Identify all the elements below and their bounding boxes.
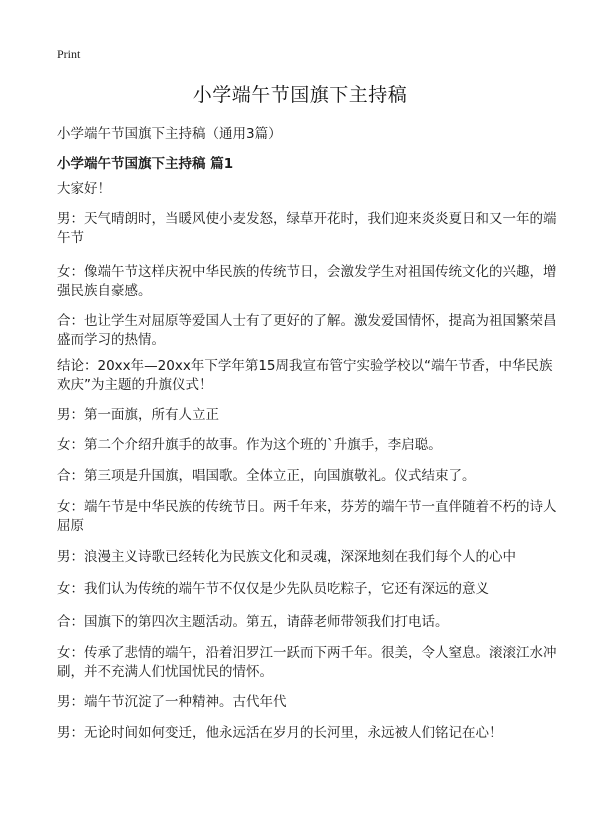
paragraph: 女：第二个介绍升旗手的故事。作为这个班的`升旗手，李启聪。 xyxy=(57,437,442,453)
paragraph: 女：像端午节这样庆祝中华民族的传统节日，会激发学生对祖国传统文化的兴趣，增强民族自豪感。 xyxy=(57,264,557,299)
paragraph: 合：国旗下的第四次主题活动。第五，请薛老师带领我们打电话。 xyxy=(57,614,449,630)
paragraph: 男：无论时间如何变迁，他永远活在岁月的长河里，永远被人们铭记在心！ xyxy=(57,725,503,741)
paragraph: 男：天气晴朗时，当暖风使小麦发怒，绿草开花时，我们迎来炎炎夏日和又一年的端午节 xyxy=(57,211,557,246)
paragraph: 女：传承了悲情的端午，沿着汨罗江一跃而下两千年。很美，令人窒息。滚滚江水冲刷，并不充满人们忧国忧民的情怀。 xyxy=(57,645,557,680)
paragraph: 合：第三项是升国旗，唱国歌。全体立正，向国旗敬礼。仪式结束了。 xyxy=(57,468,476,484)
section-heading: 小学端午节国旗下主持稿 篇1 xyxy=(57,156,234,172)
paragraph: 女：端午节是中华民族的传统节日。两千年来，芬芳的端午节一直伴随着不朽的诗人屈原 xyxy=(57,499,557,534)
paragraph: 男：浪漫主义诗歌已经转化为民族文化和灵魂，深深地刻在我们每个人的心中 xyxy=(57,549,516,565)
document-title: 小学端午节国旗下主持稿 xyxy=(192,84,408,106)
paragraph: 合：也让学生对屈原等爱国人士有了更好的了解。激发爱国情怀，提高为祖国繁荣昌盛而学习的热情。 xyxy=(57,313,557,348)
paragraph: 大家好！ xyxy=(57,181,111,197)
paragraph: 女：我们认为传统的端午节不仅仅是少先队员吃粽子，它还有深远的意义 xyxy=(57,581,489,597)
print-label: Print xyxy=(57,47,81,61)
document-subtitle: 小学端午节国旗下主持稿（通用3篇） xyxy=(57,126,282,142)
paragraph: 男：端午节沉淀了一种精神。古代年代 xyxy=(57,694,287,710)
paragraph: 结论：20xx年—20xx年下学年第15周我宣布管宁实验学校以“端午节香，中华民族欢庆”为主题的升旗仪式！ xyxy=(57,358,553,393)
paragraph: 男：第一面旗，所有人立正 xyxy=(57,407,219,423)
